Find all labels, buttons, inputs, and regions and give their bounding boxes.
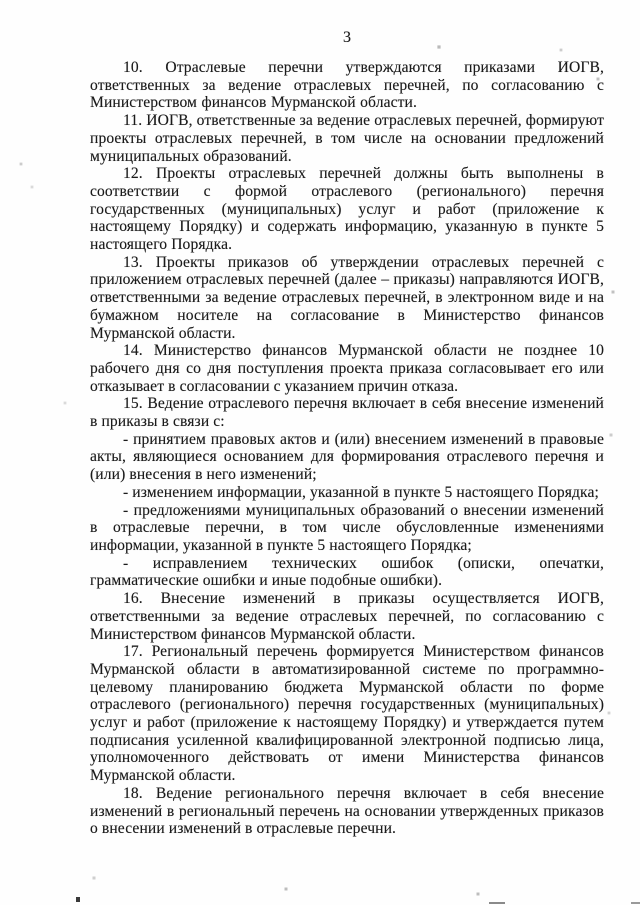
paragraph-item-15-dash-2: - изменением информации, указанной в пункте 5 настоящего Порядка; (123, 483, 599, 501)
paragraph-item-16: 16. Внесение изменений в приказы осуществляется ИОГВ, ответственными за ведение отраслевых перечней, по согласованию с Министерством финансов Мурманской области. (90, 590, 604, 643)
paragraph-item-12: 12. Проекты отраслевых перечней должны быть выполнены в соответствии с формой отраслевого (регионального) перечня государственных (муниципальных) услуг и работ (приложение к настоящему Порядку) и содержать информацию, указанную в пункте 5 настоящего Порядка. (90, 165, 604, 254)
scan-noise-speckles (0, 0, 2, 2)
paragraph-item-17: 17. Региональный перечень формируется Министерством финансов Мурманской области в автоматизированной системе по программно-целевому планированию бюджета Мурманской области по форме отраслевого (регионального) перечня государственных (муниципальных) услуг и работ (приложение к настоящему Порядку) и утверждается путем подписания усиленной квалифицированной электронной подписью лица, уполномоченного действовать от имени Министерства финансов Мурманской области. (90, 643, 604, 785)
page-number: 3 (343, 29, 351, 46)
scan-artifact-dash (489, 902, 505, 904)
paragraph-item-14: 14. Министерство финансов Мурманской области не позднее 10 рабочего дня со дня поступления проекта приказа согласовывает его или отказывает в согласовании с указанием причин отказа. (90, 342, 604, 395)
paragraph-item-15: 15. Ведение отраслевого перечня включает в себя внесение изменений в приказы в связи с: (90, 395, 604, 431)
paragraph-item-13: 13. Проекты приказов об утверждении отраслевых перечней с приложением отраслевых перечней (далее – приказы) направляются ИОГВ, ответственными за ведение отраслевых перечней, в электронном виде и на бумажном носителе на согласование в Министерство финансов Мурманской области. (90, 253, 604, 342)
paragraph-item-18: 18. Ведение регионального перечня включает в себя внесение изменений в региональный перечень на основании утвержденных приказов о внесении изменений в отраслевые перечни. (90, 784, 604, 838)
paragraph-item-15-dash-1: - принятием правовых актов и (или) внесением изменений в правовые акты, являющиеся основанием для формирования отраслевого перечня и (или) внесения в него изменений; (90, 430, 604, 484)
paragraph-item-15-dash-3: - предложениями муниципальных образований о внесении изменений в отраслевые перечни, в том числе обусловленные изменениями информации, указанной в пункте 5 настоящего Порядка; (90, 501, 604, 554)
paragraph-item-15-dash-4: - исправлением технических ошибок (описки, опечатки, грамматические ошибки и иные подобные ошибки). (90, 554, 604, 590)
paragraph-item-10: 10. Отраслевые перечни утверждаются приказами ИОГВ, ответственных за ведение отраслевых перечней, по согласованию с Министерством финансов Мурманской области. (90, 59, 604, 112)
scan-artifact-mark (76, 897, 80, 902)
document-body (90, 59, 604, 838)
paragraph-item-11: 11. ИОГВ, ответственные за ведение отраслевых перечней, формируют проекты отраслевых перечней, в том числе на основании предложений муниципальных образований. (90, 112, 604, 165)
scan-artifact-dash-right (631, 902, 640, 904)
